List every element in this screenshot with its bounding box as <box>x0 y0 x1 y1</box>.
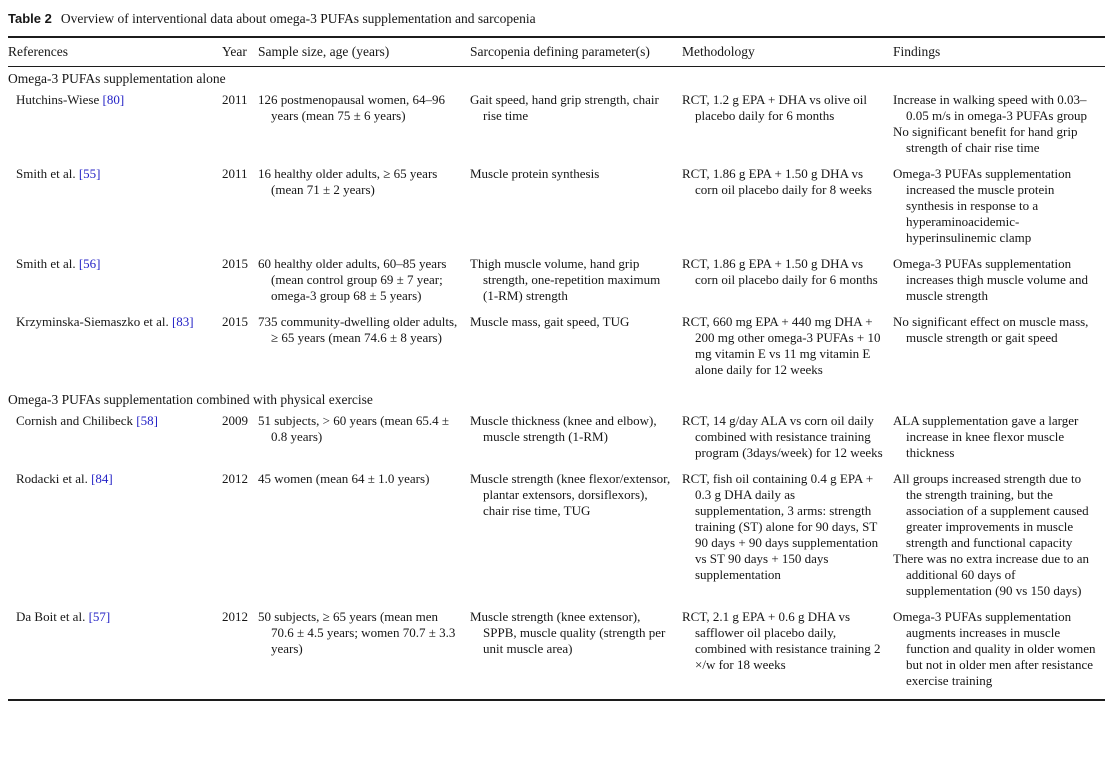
table-row <box>8 314 1105 388</box>
reference-name: Smith et al. <box>16 256 76 271</box>
data-table <box>8 36 1105 701</box>
table-row <box>8 92 1105 166</box>
cell-text: RCT, 14 g/day ALA vs corn oil daily combined with resistance training program (3days/week) for 12 weeks <box>682 413 883 460</box>
table-row <box>8 471 1105 609</box>
cell-text: All groups increased strength due to the strength training, but the association of a supplement caused greater improvements in muscle strength and functional capacity <box>893 471 1089 550</box>
cell-text: No significant benefit for hand grip strength of chair rise time <box>893 124 1078 155</box>
cell-text: RCT, 1.86 g EPA + 1.50 g DHA vs corn oil placebo daily for 8 weeks <box>682 166 872 197</box>
reference-name: Krzyminska-Siemaszko et al. <box>16 314 169 329</box>
sample-size-cell <box>258 166 470 256</box>
table-row <box>8 166 1105 256</box>
reference-cell <box>8 314 222 388</box>
citation-link[interactable]: [58] <box>136 413 158 428</box>
cell-text: 45 women (mean 64 ± 1.0 years) <box>258 471 430 486</box>
reference-cell <box>8 609 222 700</box>
cell-text: Muscle strength (knee extensor), SPPB, muscle quality (strength per unit muscle area) <box>470 609 666 656</box>
parameters-cell <box>470 471 682 609</box>
citation-link[interactable]: [83] <box>171 314 194 329</box>
cell-text: Muscle thickness (knee and elbow), muscle strength (1-RM) <box>470 413 657 444</box>
reference-name: Da Boit et al. <box>16 609 86 624</box>
section-header: Omega-3 PUFAs supplementation combined with physical exercise <box>8 392 373 407</box>
table-caption-text: Overview of interventional data about omega-3 PUFAs supplementation and sarcopenia <box>60 11 536 26</box>
cell-text: No significant effect on muscle mass, muscle strength or gait speed <box>893 314 1089 345</box>
sample-size-cell <box>258 413 470 471</box>
methodology-cell <box>682 314 893 388</box>
findings-cell <box>893 471 1105 609</box>
table-row <box>8 256 1105 314</box>
citation-link[interactable]: [56] <box>78 256 101 271</box>
cell-text: RCT, 1.86 g EPA + 1.50 g DHA vs corn oil placebo daily for 6 months <box>682 256 878 287</box>
citation-link[interactable]: [80] <box>102 92 125 107</box>
section-row <box>8 388 1105 413</box>
reference-name: Smith et al. <box>16 166 76 181</box>
sample-size-cell <box>258 471 470 609</box>
column-header-references: References <box>8 37 222 67</box>
section-header: Omega-3 PUFAs supplementation alone <box>8 71 226 86</box>
year-cell: 2015 <box>222 314 248 329</box>
table-row <box>8 609 1105 700</box>
cell-text: 60 healthy older adults, 60–85 years (mean control group 69 ± 7 year; omega-3 group 68 ± 5 years) <box>258 256 447 303</box>
cell-text: RCT, 1.2 g EPA + DHA vs olive oil placebo daily for 6 months <box>682 92 868 123</box>
citation-link[interactable]: [57] <box>88 609 111 624</box>
cell-text: 735 community-dwelling older adults, ≥ 65 years (mean 74.6 ± 8 years) <box>258 314 458 345</box>
methodology-cell <box>682 166 893 256</box>
cell-text: Omega-3 PUFAs supplementation augments increases in muscle function and quality in older women but not in older men after resistance exercise training <box>893 609 1096 688</box>
table-caption <box>8 10 1105 27</box>
cell-text: Gait speed, hand grip strength, chair rise time <box>470 92 659 123</box>
citation-link[interactable]: [84] <box>91 471 113 486</box>
findings-cell <box>893 92 1105 166</box>
sample-size-cell <box>258 92 470 166</box>
reference-cell <box>8 92 222 166</box>
cell-text: 51 subjects, > 60 years (mean 65.4 ± 0.8 years) <box>258 413 450 444</box>
cell-text: RCT, fish oil containing 0.4 g EPA + 0.3 g DHA daily as supplementation, 3 arms: strength training (ST) alone for 90 days, ST 90 days + 90 days supplementation vs ST 90 days + 150 days supplementation <box>682 471 879 582</box>
reference-name: Rodacki et al. <box>16 471 88 486</box>
sample-size-cell <box>258 314 470 388</box>
parameters-cell <box>470 413 682 471</box>
table-row <box>8 413 1105 471</box>
reference-cell <box>8 166 222 256</box>
cell-text: ALA supplementation gave a larger increase in knee flexor muscle thickness <box>893 413 1079 460</box>
reference-name: Cornish and Chilibeck <box>16 413 133 428</box>
year-cell: 2015 <box>222 256 248 271</box>
methodology-cell <box>682 92 893 166</box>
sample-size-cell <box>258 256 470 314</box>
year-cell: 2009 <box>222 413 248 428</box>
table-label: Table 2 <box>8 11 52 26</box>
findings-cell <box>893 314 1105 388</box>
cell-text: Muscle mass, gait speed, TUG <box>470 314 630 329</box>
cell-text: Increase in walking speed with 0.03–0.05 m/s in omega-3 PUFAs group <box>893 92 1088 123</box>
parameters-cell <box>470 314 682 388</box>
year-cell: 2011 <box>222 166 248 181</box>
cell-text: 50 subjects, ≥ 65 years (mean men 70.6 ± 4.5 years; women 70.7 ± 3.3 years) <box>258 609 456 656</box>
cell-text: Omega-3 PUFAs supplementation increased the muscle protein synthesis in response to a hyperaminoacidemic-hyperinsulinemic clamp <box>893 166 1072 245</box>
cell-text: There was no extra increase due to an additional 60 days of supplementation (90 vs 150 days) <box>893 551 1089 598</box>
parameters-cell <box>470 609 682 700</box>
cell-text: Muscle strength (knee flexor/extensor, plantar extensors, dorsiflexors), chair rise time, TUG <box>470 471 671 518</box>
table-body <box>8 67 1105 701</box>
findings-cell <box>893 256 1105 314</box>
column-header-sarcopenia-parameters: Sarcopenia defining parameter(s) <box>470 37 682 67</box>
cell-text: RCT, 2.1 g EPA + 0.6 g DHA vs safflower oil placebo daily, combined with resistance training 2 ×/w for 18 weeks <box>682 609 881 672</box>
reference-cell <box>8 256 222 314</box>
section-row <box>8 67 1105 93</box>
reference-cell <box>8 471 222 609</box>
reference-cell <box>8 413 222 471</box>
column-header-findings: Findings <box>893 37 1105 67</box>
cell-text: 126 postmenopausal women, 64–96 years (mean 75 ± 6 years) <box>258 92 446 123</box>
methodology-cell <box>682 256 893 314</box>
cell-text: Muscle protein synthesis <box>470 166 600 181</box>
findings-cell <box>893 413 1105 471</box>
methodology-cell <box>682 471 893 609</box>
parameters-cell <box>470 92 682 166</box>
citation-link[interactable]: [55] <box>78 166 101 181</box>
table-header-row <box>8 37 1105 67</box>
parameters-cell <box>470 256 682 314</box>
cell-text: 16 healthy older adults, ≥ 65 years (mean 71 ± 2 years) <box>258 166 438 197</box>
column-header-methodology: Methodology <box>682 37 893 67</box>
findings-cell <box>893 166 1105 256</box>
year-cell: 2012 <box>222 471 248 486</box>
cell-text: Omega-3 PUFAs supplementation increases thigh muscle volume and muscle strength <box>893 256 1088 303</box>
findings-cell <box>893 609 1105 700</box>
parameters-cell <box>470 166 682 256</box>
cell-text: RCT, 660 mg EPA + 440 mg DHA + 200 mg other omega-3 PUFAs + 10 mg vitamin E vs 11 mg vitamin E alone daily for 12 weeks <box>682 314 881 377</box>
year-cell: 2011 <box>222 92 248 107</box>
year-cell: 2012 <box>222 609 248 624</box>
methodology-cell <box>682 609 893 700</box>
column-header-sample-size: Sample size, age (years) <box>258 37 470 67</box>
cell-text: Thigh muscle volume, hand grip strength, one-repetition maximum (1-RM) strength <box>470 256 661 303</box>
reference-name: Hutchins-Wiese <box>16 92 100 107</box>
column-header-year: Year <box>222 37 258 67</box>
methodology-cell <box>682 413 893 471</box>
sample-size-cell <box>258 609 470 700</box>
